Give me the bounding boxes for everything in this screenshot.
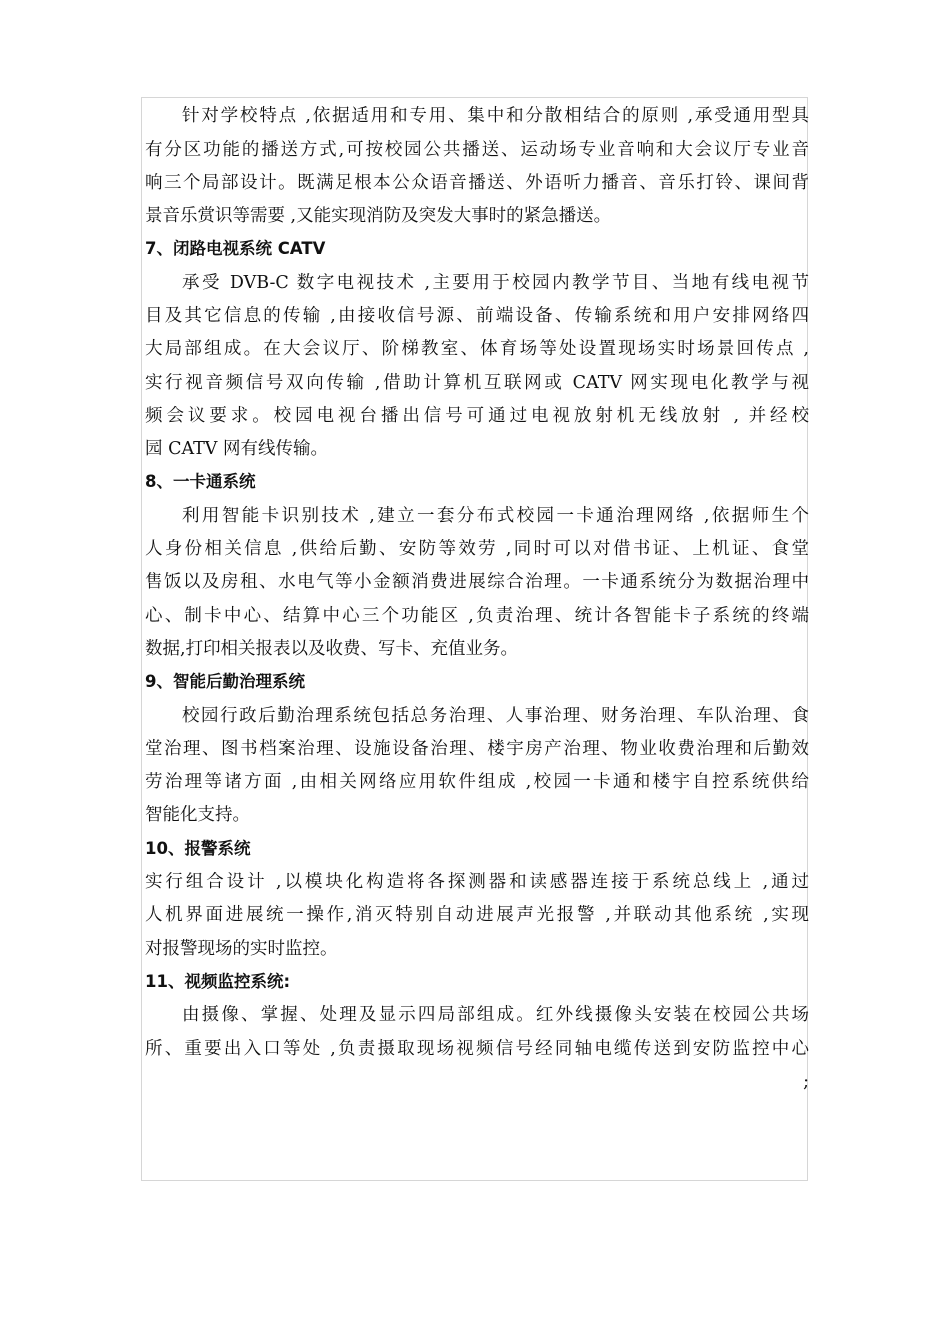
- paragraph-line: 心、制卡中心、结算中心三个功能区 ,负责治理、统计各智能卡子系统的终端: [145, 606, 809, 626]
- paragraph-line: 承受 DVB-C 数字电视技术 ,主要用于校园内教学节目、当地有线电视节: [182, 273, 809, 293]
- paragraph-line: 实行组合设计 ,以模块化构造将各探测器和读感器连接于系统总线上 ,通过: [145, 872, 809, 892]
- paragraph-line: 校园行政后勤治理系统包括总务治理、人事治理、财务治理、车队治理、食: [182, 706, 809, 726]
- paragraph-line: 针对学校特点 ,依据适用和专用、集中和分散相结合的原则 ,承受通用型具: [182, 106, 809, 126]
- paragraph-line: 实行视音频信号双向传输 ,借助计算机互联网或 CATV 网实现电化教学与视: [145, 373, 809, 393]
- paragraph-line: 劳治理等诸方面 ,由相关网络应用软件组成 ,校园一卡通和楼宇自控系统供给: [145, 772, 809, 792]
- paragraph-line: 数据,打印相关报表以及收费、写卡、充值业务。: [145, 639, 519, 659]
- paragraph-line: 堂治理、图书档案治理、设施设备治理、楼宇房产治理、物业收费治理和后勤效: [145, 739, 809, 759]
- paragraph-line: 智能化支持。: [145, 805, 250, 825]
- section-heading-alarm: 10、报警系统: [145, 839, 251, 858]
- paragraph-line: 有分区功能的播送方式,可按校园公共播送、运动场专业音响和大会议厅专业音: [145, 140, 809, 160]
- paragraph-line: 人身份相关信息 ,供给后勤、安防等效劳 ,同时可以对借书证、上机证、食堂: [145, 539, 809, 559]
- paragraph-line: 所、重要出入口等处 ,负责摄取现场视频信号经同轴电缆传送到安防监控中心: [145, 1039, 809, 1059]
- section-heading-logistics: 9、智能后勤治理系统: [145, 672, 305, 691]
- paragraph-line: 由摄像、掌握、处理及显示四局部组成。红外线摄像头安装在校园公共场: [182, 1005, 809, 1025]
- paragraph-line: 售饭以及房租、水电气等小金额消费进展综合治理。一卡通系统分为数据治理中: [145, 572, 809, 592]
- paragraph-line: ;: [803, 1072, 809, 1092]
- paragraph-line: 利用智能卡识别技术 ,建立一套分布式校园一卡通治理网络 ,依据师生个: [182, 506, 809, 526]
- paragraph-line: 人机界面进展统一操作,消灭特别自动进展声光报警 ,并联动其他系统 ,实现: [145, 905, 809, 925]
- paragraph-line: 频会议要求。校园电视台播出信号可通过电视放射机无线放射 , 并经校: [145, 406, 809, 426]
- section-heading-catv: 7、闭路电视系统 CATV: [145, 239, 326, 258]
- section-heading-one-card: 8、一卡通系统: [145, 472, 256, 491]
- paragraph-line: 目及其它信息的传输 ,由接收信号源、前端设备、传输系统和用户安排网络四: [145, 306, 809, 326]
- paragraph-line: 对报警现场的实时监控。: [145, 939, 338, 959]
- paragraph-line: 大局部组成。在大会议厅、阶梯教室、体育场等处设置现场实时场景回传点 ,: [145, 339, 809, 359]
- paragraph-line: 响三个局部设计。既满足根本公众语音播送、外语听力播音、音乐打铃、课间背: [145, 173, 809, 193]
- paragraph-line: 景音乐赏识等需要 ,又能实现消防及突发大事时的紧急播送。: [145, 206, 612, 226]
- paragraph-line: 园 CATV 网有线传输。: [145, 439, 329, 459]
- section-heading-video-surveillance: 11、视频监控系统:: [145, 972, 291, 991]
